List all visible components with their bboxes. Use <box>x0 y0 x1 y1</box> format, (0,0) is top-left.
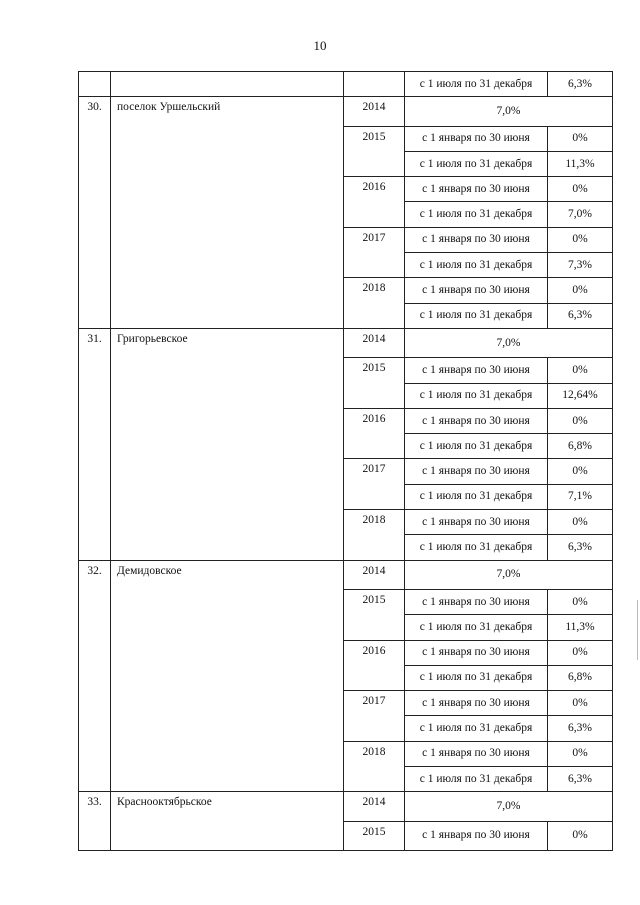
year-cell: 2015 <box>344 821 405 850</box>
period-cell: с 1 июля по 31 декабря <box>405 716 548 741</box>
period-cell: с 1 июля по 31 декабря <box>405 253 548 278</box>
year-cell: 2017 <box>344 459 405 510</box>
year-cell: 2015 <box>344 589 405 640</box>
number-cell <box>79 72 111 97</box>
settlement-row <box>79 328 613 357</box>
period-cell: с 1 января по 30 июня <box>405 741 548 766</box>
period-cell: с 1 января по 30 июня <box>405 589 548 614</box>
year-cell: 2018 <box>344 741 405 792</box>
period-cell: с 1 июля по 31 декабря <box>405 383 548 408</box>
rate-cell: 0% <box>548 278 613 303</box>
rate-cell: 0% <box>548 227 613 252</box>
period-cell: с 1 января по 30 июня <box>405 640 548 665</box>
settlement-name: Демидовское <box>111 560 344 792</box>
year-cell: 2018 <box>344 278 405 329</box>
rate-cell: 0% <box>548 821 613 850</box>
rate-cell: 0% <box>548 459 613 484</box>
year-cell: 2017 <box>344 691 405 742</box>
rate-cell: 7,0% <box>405 560 613 589</box>
rate-cell: 12,64% <box>548 383 613 408</box>
rate-cell: 0% <box>548 126 613 151</box>
settlement-row <box>79 560 613 589</box>
settlement-number: 30. <box>79 97 111 329</box>
rate-cell: 6,3% <box>548 716 613 741</box>
year-cell: 2014 <box>344 328 405 357</box>
rate-cell: 6,8% <box>548 434 613 459</box>
year-cell: 2016 <box>344 177 405 228</box>
year-cell: 2015 <box>344 358 405 409</box>
year-cell: 2014 <box>344 792 405 821</box>
period-cell: с 1 января по 30 июня <box>405 510 548 535</box>
year-cell: 2018 <box>344 510 405 561</box>
rate-cell: 0% <box>548 177 613 202</box>
period-cell: с 1 января по 30 июня <box>405 408 548 433</box>
rate-cell: 0% <box>548 589 613 614</box>
tariff-table <box>78 71 613 851</box>
settlement-name: Григорьевское <box>111 328 344 560</box>
rate-cell: 7,0% <box>405 328 613 357</box>
rate-cell: 0% <box>548 691 613 716</box>
rate-cell: 11,3% <box>548 615 613 640</box>
period-cell: с 1 января по 30 июня <box>405 177 548 202</box>
rate-cell: 11,3% <box>548 151 613 176</box>
year-cell: 2017 <box>344 227 405 278</box>
rate-cell: 0% <box>548 408 613 433</box>
rate-cell: 7,1% <box>548 484 613 509</box>
rate-cell: 7,0% <box>405 97 613 126</box>
period-cell: с 1 июля по 31 декабря <box>405 303 548 328</box>
period-cell: с 1 января по 30 июня <box>405 126 548 151</box>
year-cell: 2016 <box>344 640 405 691</box>
scan-artifact <box>637 600 638 660</box>
settlement-number: 31. <box>79 328 111 560</box>
continuation-row <box>79 72 613 97</box>
settlement-number: 33. <box>79 792 111 851</box>
settlement-row <box>79 792 613 821</box>
year-cell: 2016 <box>344 408 405 459</box>
rate-cell: 7,3% <box>548 253 613 278</box>
rate-cell: 6,8% <box>548 665 613 690</box>
period-cell: с 1 июля по 31 декабря <box>405 151 548 176</box>
rate-cell: 6,3% <box>548 72 613 97</box>
rate-cell: 0% <box>548 510 613 535</box>
rate-cell: 6,3% <box>548 303 613 328</box>
period-cell: с 1 января по 30 июня <box>405 358 548 383</box>
rate-cell: 0% <box>548 741 613 766</box>
year-cell: 2014 <box>344 560 405 589</box>
period-cell: с 1 июля по 31 декабря <box>405 434 548 459</box>
rate-cell: 6,3% <box>548 535 613 560</box>
year-cell: 2014 <box>344 97 405 126</box>
year-cell <box>344 72 405 97</box>
period-cell: с 1 июля по 31 декабря <box>405 767 548 792</box>
period-cell: с 1 июля по 31 декабря <box>405 484 548 509</box>
period-cell: с 1 июля по 31 декабря <box>405 72 548 97</box>
name-cell <box>111 72 344 97</box>
period-cell: с 1 января по 30 июня <box>405 459 548 484</box>
settlement-number: 32. <box>79 560 111 792</box>
rate-cell: 7,0% <box>405 792 613 821</box>
settlement-name: поселок Уршельский <box>111 97 344 329</box>
settlement-name: Краснооктябрьское <box>111 792 344 851</box>
rate-cell: 0% <box>548 640 613 665</box>
rate-cell: 0% <box>548 358 613 383</box>
period-cell: с 1 июля по 31 декабря <box>405 665 548 690</box>
period-cell: с 1 июля по 31 декабря <box>405 615 548 640</box>
period-cell: с 1 января по 30 июня <box>405 691 548 716</box>
period-cell: с 1 января по 30 июня <box>405 278 548 303</box>
period-cell: с 1 января по 30 июня <box>405 821 548 850</box>
period-cell: с 1 июля по 31 декабря <box>405 535 548 560</box>
period-cell: с 1 июля по 31 декабря <box>405 202 548 227</box>
period-cell: с 1 января по 30 июня <box>405 227 548 252</box>
page-number: 10 <box>313 38 327 53</box>
settlement-row <box>79 97 613 126</box>
rate-cell: 6,3% <box>548 767 613 792</box>
rate-cell: 7,0% <box>548 202 613 227</box>
year-cell: 2015 <box>344 126 405 177</box>
